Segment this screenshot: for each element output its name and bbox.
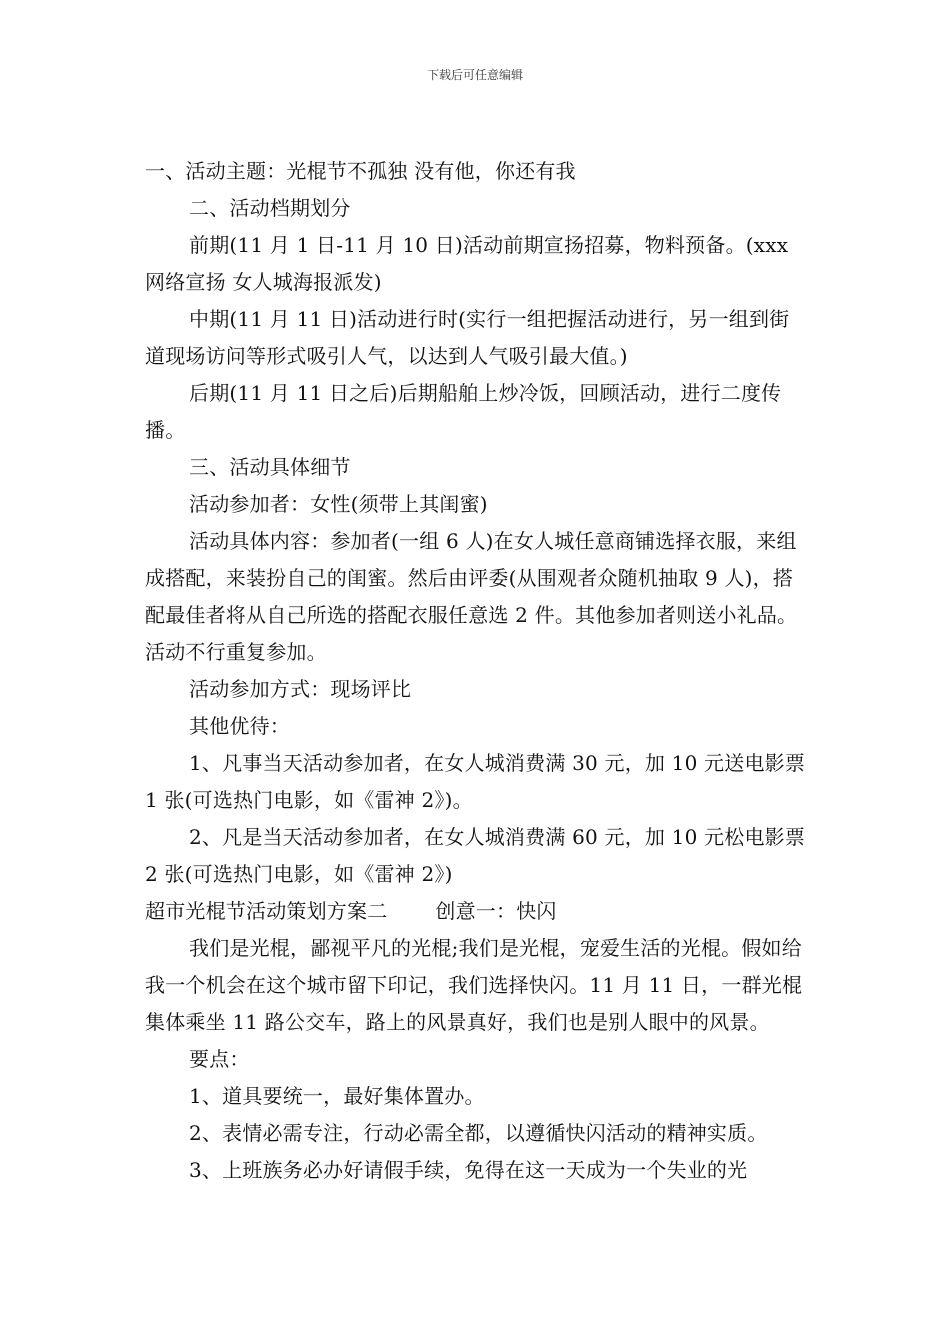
paragraph-late-phase: 后期(11 月 11 日之后)后期船舶上炒冷饭，回顾活动，进行二度传播。: [145, 381, 782, 442]
section-heading-schedule: 二、活动档期划分: [189, 196, 351, 220]
section-heading-theme: 一、活动主题：光棍节不孤独 没有他，你还有我: [145, 159, 576, 183]
paragraph-participants: 活动参加者：女性(须带上其闺蜜): [189, 492, 488, 516]
idea-one-title: 创意一：快闪: [435, 899, 557, 923]
plan-two-title: 超市光棍节活动策划方案二: [145, 899, 388, 923]
list-item-point-2: 2、表情必需专注，行动必需全都，以遵循快闪活动的精神实质。: [189, 1121, 768, 1145]
paragraph-mid-phase: 中期(11 月 11 日)活动进行时(实行一组把握活动进行，另一组到街道现场访问等形式吸引人气，以达到人气吸引最大值。): [145, 307, 790, 368]
list-item-offer-1: 1、凡事当天活动参加者，在女人城消费满 30 元，加 10 元送电影票 1 张(可选热门电影，如《雷神 2》)。: [145, 751, 806, 812]
section-heading-details: 三、活动具体细节: [189, 455, 351, 479]
paragraph-early-phase: 前期(11 月 1 日-11 月 10 日)活动前期宣扬招募，物料预备。(xxx 网络宣扬 女人城海报派发): [145, 233, 789, 294]
document-body: [145, 153, 807, 1189]
paragraph-method: 活动参加方式：现场评比: [189, 677, 412, 701]
paragraph-other-offers: 其他优待：: [189, 714, 290, 738]
paragraph-key-points: 要点：: [189, 1047, 250, 1071]
list-item-point-3: 3、上班族务必办好请假手续，免得在这一天成为一个失业的光: [189, 1158, 748, 1182]
paragraph-content: 活动具体内容：参加者(一组 6 人)在女人城任意商铺选择衣服，来组成搭配，来装扮自己的闺蜜。然后由评委(从围观者众随机抽取 9 人)，搭配最佳者将从自己所选的搭配衣服任意选 2 件。其他参加者则送小礼品。活动不行重复参加。: [145, 529, 798, 664]
plan-two-heading-line: [145, 893, 807, 930]
list-item-point-1: 1、道具要统一，最好集体置办。: [189, 1084, 485, 1108]
list-item-offer-2: 2、凡是当天活动参加者，在女人城消费满 60 元，加 10 元松电影票 2 张(可选热门电影，如《雷神 2》): [145, 825, 806, 886]
paragraph-flash-mob: 我们是光棍，鄙视平凡的光棍;我们是光棍，宠爱生活的光棍。假如给我一个机会在这个城市留下印记，我们选择快闪。11 月 11 日，一群光棍集体乘坐 11 路公交车，路上的风景真好，我们也是别人眼中的风景。: [145, 936, 803, 1034]
page-header: 下载后可任意编辑: [426, 68, 523, 82]
